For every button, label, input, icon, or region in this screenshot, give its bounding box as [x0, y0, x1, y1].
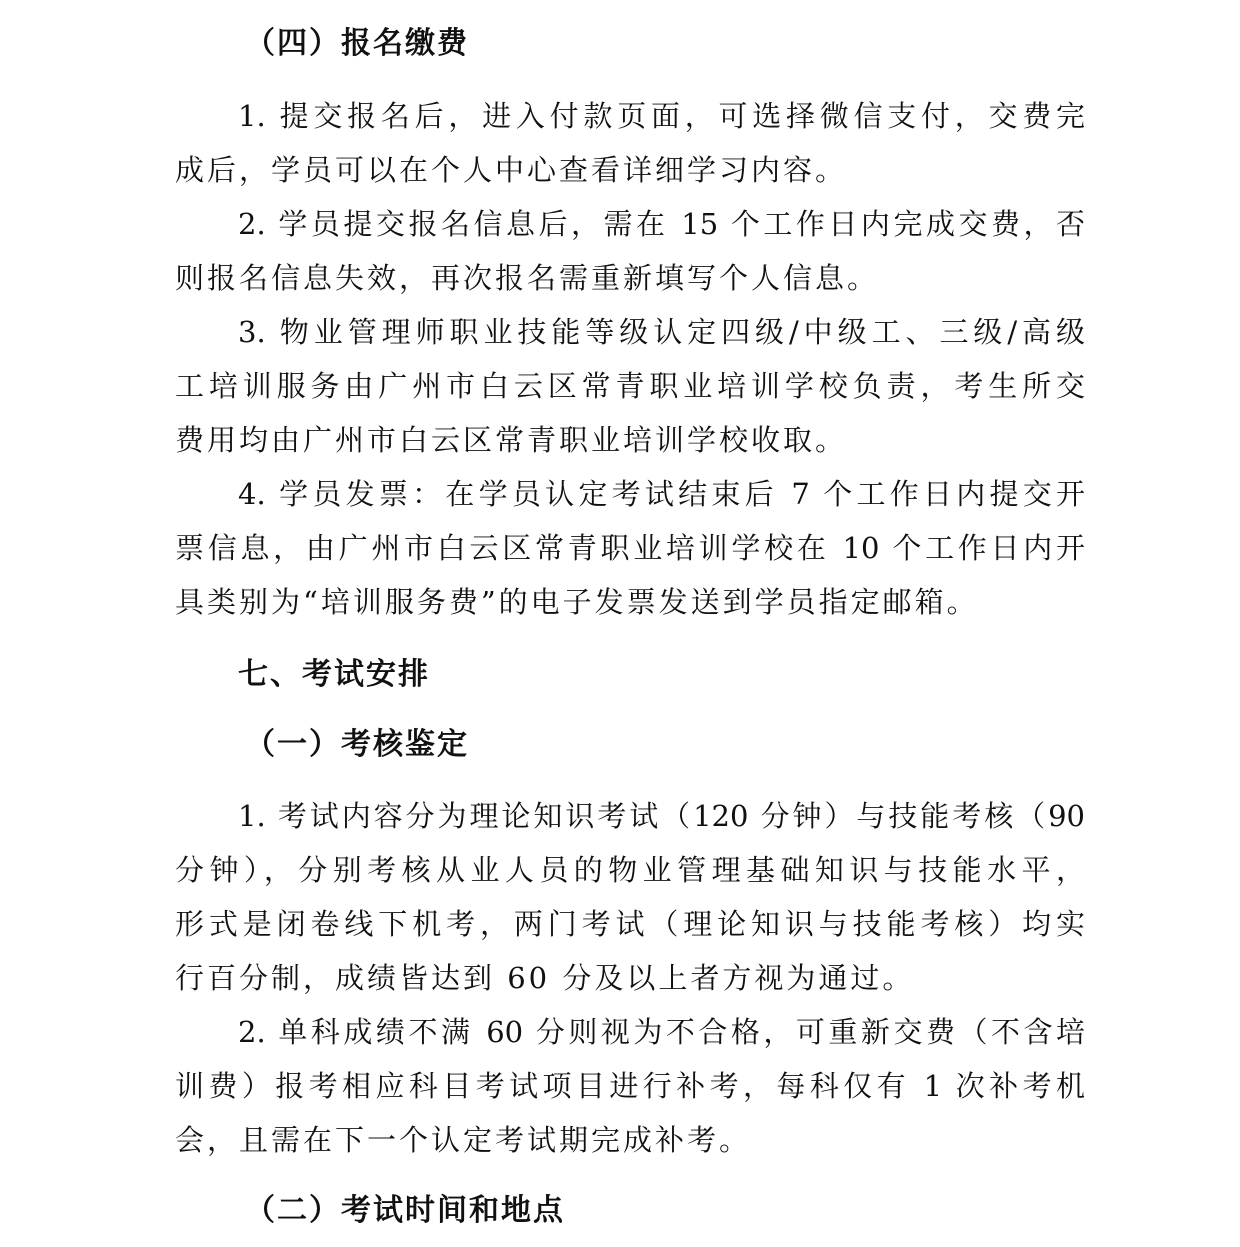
paragraph-line: 成后，学员可以在个人中心查看详细学习内容。: [175, 153, 848, 187]
section-heading-fee: （四）报名缴费: [245, 26, 469, 61]
section-heading-assessment: （一）考核鉴定: [245, 727, 469, 762]
paragraph-line: 则报名信息失效，再次报名需重新填写个人信息。: [175, 261, 880, 295]
paragraph-line: 票信息，由广州市白云区常青职业培训学校在 10 个工作日内开: [175, 531, 1085, 565]
paragraph-line: 行百分制，成绩皆达到 60 分及以上者方视为通过。: [175, 961, 915, 995]
assessment-paragraphs: [175, 789, 1085, 1167]
section-heading-time-place: （二）考试时间和地点: [245, 1193, 565, 1228]
paragraph-line: 1. 提交报名后，进入付款页面，可选择微信支付，交费完: [238, 99, 1085, 133]
paragraph-line: 形式是闭卷线下机考，两门考试（理论知识与技能考核）均实: [175, 907, 1085, 941]
paragraph-line: 费用均由广州市白云区常青职业培训学校收取。: [175, 423, 848, 457]
chapter-heading-exam: 七、考试安排: [238, 657, 430, 692]
paragraph-line: 具类别为“培训服务费”的电子发票发送到学员指定邮箱。: [175, 585, 979, 619]
paragraph-line: 2. 单科成绩不满 60 分则视为不合格，可重新交费（不含培: [238, 1015, 1085, 1049]
paragraph-line: 2. 学员提交报名信息后，需在 15 个工作日内完成交费，否: [238, 207, 1085, 241]
paragraph-line: 训费）报考相应科目考试项目进行补考，每科仅有 1 次补考机: [175, 1069, 1085, 1103]
fee-paragraphs: [175, 89, 1085, 629]
paragraph-line: 3. 物业管理师职业技能等级认定四级/中级工、三级/高级: [238, 315, 1085, 349]
paragraph-line: 1. 考试内容分为理论知识考试（120 分钟）与技能考核（90: [238, 799, 1085, 833]
paragraph-line: 工培训服务由广州市白云区常青职业培训学校负责，考生所交: [175, 369, 1085, 403]
paragraph-line: 4. 学员发票：在学员认定考试结束后 7 个工作日内提交开: [238, 477, 1085, 511]
paragraph-line: 分钟），分别考核从业人员的物业管理基础知识与技能水平，: [175, 853, 1085, 887]
paragraph-line: 会，且需在下一个认定考试期完成补考。: [175, 1123, 752, 1157]
